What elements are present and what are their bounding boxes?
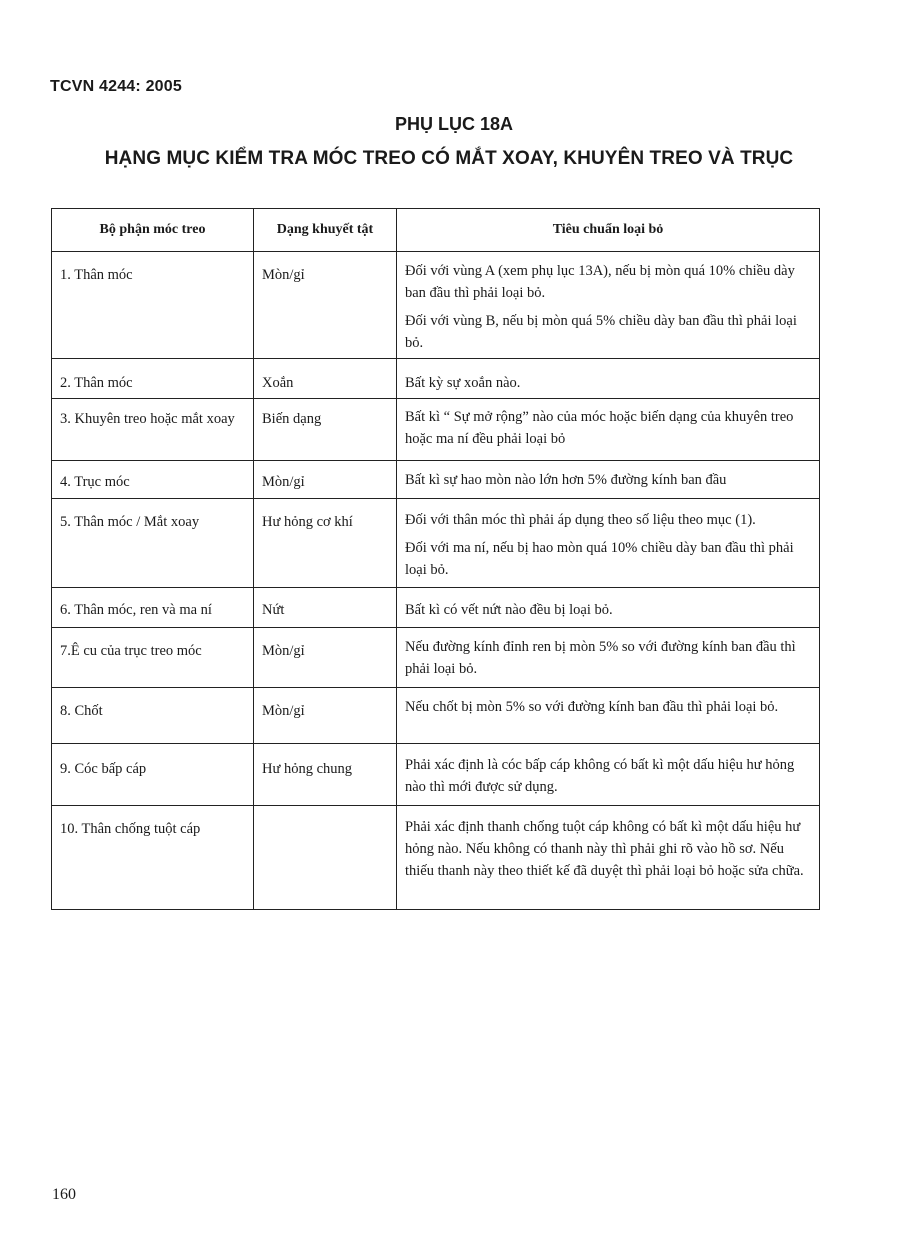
part-label: 7.Ê cu của trục treo móc [60,643,202,659]
criteria-cell [397,461,820,499]
defect-label: Mòn/gỉ [262,474,305,490]
defect-cell [254,399,397,461]
criteria-text: Đối với ma ní, nếu bị hao mòn quá 10% chiều dày ban đầu thì phải loại bỏ. [405,540,794,578]
part-cell [52,461,254,499]
criteria-text: Bất kì có vết nứt nào đều bị loại bỏ. [405,602,613,618]
column-header-defect: Dạng khuyết tật [254,209,397,252]
table-row [52,806,820,910]
defect-label: Mòn/gỉ [262,267,305,283]
criteria-text: Bất kỳ sự xoắn nào. [405,375,521,391]
criteria-cell [397,399,820,461]
standard-code: TCVN 4244: 2005 [50,78,182,95]
defect-cell [254,461,397,499]
part-cell [52,744,254,806]
criteria-text: Đối với thân móc thì phải áp dụng theo số liệu theo mục (1). [405,512,756,528]
inspection-table [51,208,820,910]
part-label: 10. Thân chống tuột cáp [60,821,201,837]
defect-cell [254,628,397,688]
part-cell [52,399,254,461]
defect-cell [254,744,397,806]
table-row [52,499,820,588]
criteria-text: Đối với vùng B, nếu bị mòn quá 5% chiều dày ban đầu thì phải loại bỏ. [405,313,797,351]
criteria-cell [397,499,820,588]
defect-cell [254,688,397,744]
defect-label: Nứt [262,602,285,618]
criteria-cell [397,588,820,628]
defect-cell [254,499,397,588]
defect-cell [254,359,397,399]
part-label: 1. Thân móc [60,267,133,283]
criteria-text: Bất kì sự hao mòn nào lớn hơn 5% đường kính ban đầu [405,472,727,488]
defect-label: Biến dạng [262,411,322,427]
criteria-text: Phải xác định thanh chống tuột cáp không có bất kì một dấu hiệu hư hỏng nào. Nếu không có thanh này thì phải ghi rõ vào hồ sơ. Nếu thiếu thanh này theo thiết kế đã duyệt thì phải loại bỏ hoặc sửa chữa. [405,819,804,879]
part-label: 5. Thân móc / Mắt xoay [60,514,200,530]
defect-label: Hư hỏng cơ khí [262,514,353,530]
criteria-cell [397,688,820,744]
part-label: 9. Cóc bấp cáp [60,761,147,777]
page-number: 160 [52,1186,76,1203]
criteria-text: Phải xác định là cóc bấp cáp không có bất kì một dấu hiệu hư hỏng nào thì mới được sử dụng. [405,757,795,795]
column-header-criteria: Tiêu chuẩn loại bỏ [397,209,820,252]
defect-cell [254,252,397,359]
table-row [52,588,820,628]
appendix-label: PHỤ LỤC 18A [394,114,514,134]
part-label: 8. Chốt [60,703,103,719]
table-row [52,461,820,499]
defect-label: Mòn/gỉ [262,643,305,659]
table-row [52,399,820,461]
part-cell [52,688,254,744]
table-row [52,252,820,359]
criteria-cell [397,359,820,399]
part-cell [52,806,254,910]
part-cell [52,628,254,688]
defect-label: Mòn/gỉ [262,703,305,719]
table-row [52,744,820,806]
defect-label: Hư hỏng chung [262,761,353,777]
defect-cell [254,806,397,910]
part-cell [52,252,254,359]
criteria-cell [397,744,820,806]
part-label: 3. Khuyên treo hoặc mắt xoay [60,411,235,427]
table-row [52,628,820,688]
criteria-cell [397,628,820,688]
defect-label: Xoắn [262,375,294,391]
criteria-text: Nếu chốt bị mòn 5% so với đường kính ban đầu thì phải loại bỏ. [405,699,779,715]
criteria-cell [397,806,820,910]
column-header-part: Bộ phận móc treo [52,209,254,252]
criteria-text: Bất kì “ Sự mở rộng” nào của móc hoặc biến dạng của khuyên treo hoặc ma ní đều phải loại bỏ [405,409,794,447]
document-title: HẠNG MỤC KIỂM TRA MÓC TREO CÓ MẮT XOAY, KHUYÊN TREO VÀ TRỤC [104,148,794,169]
defect-cell [254,588,397,628]
part-label: 2. Thân móc [60,375,133,391]
table-row [52,359,820,399]
part-cell [52,499,254,588]
part-label: 6. Thân móc, ren và ma ní [60,602,212,618]
part-cell [52,359,254,399]
part-label: 4. Trục móc [60,474,130,490]
table-row [52,688,820,744]
table-header-row [52,209,820,252]
part-cell [52,588,254,628]
criteria-cell [397,252,820,359]
criteria-text: Đối với vùng A (xem phụ lục 13A), nếu bị mòn quá 10% chiều dày ban đầu thì phải loại bỏ. [405,263,795,301]
criteria-text: Nếu đường kính đỉnh ren bị mòn 5% so với đường kính ban đầu thì phải loại bỏ. [405,639,796,677]
